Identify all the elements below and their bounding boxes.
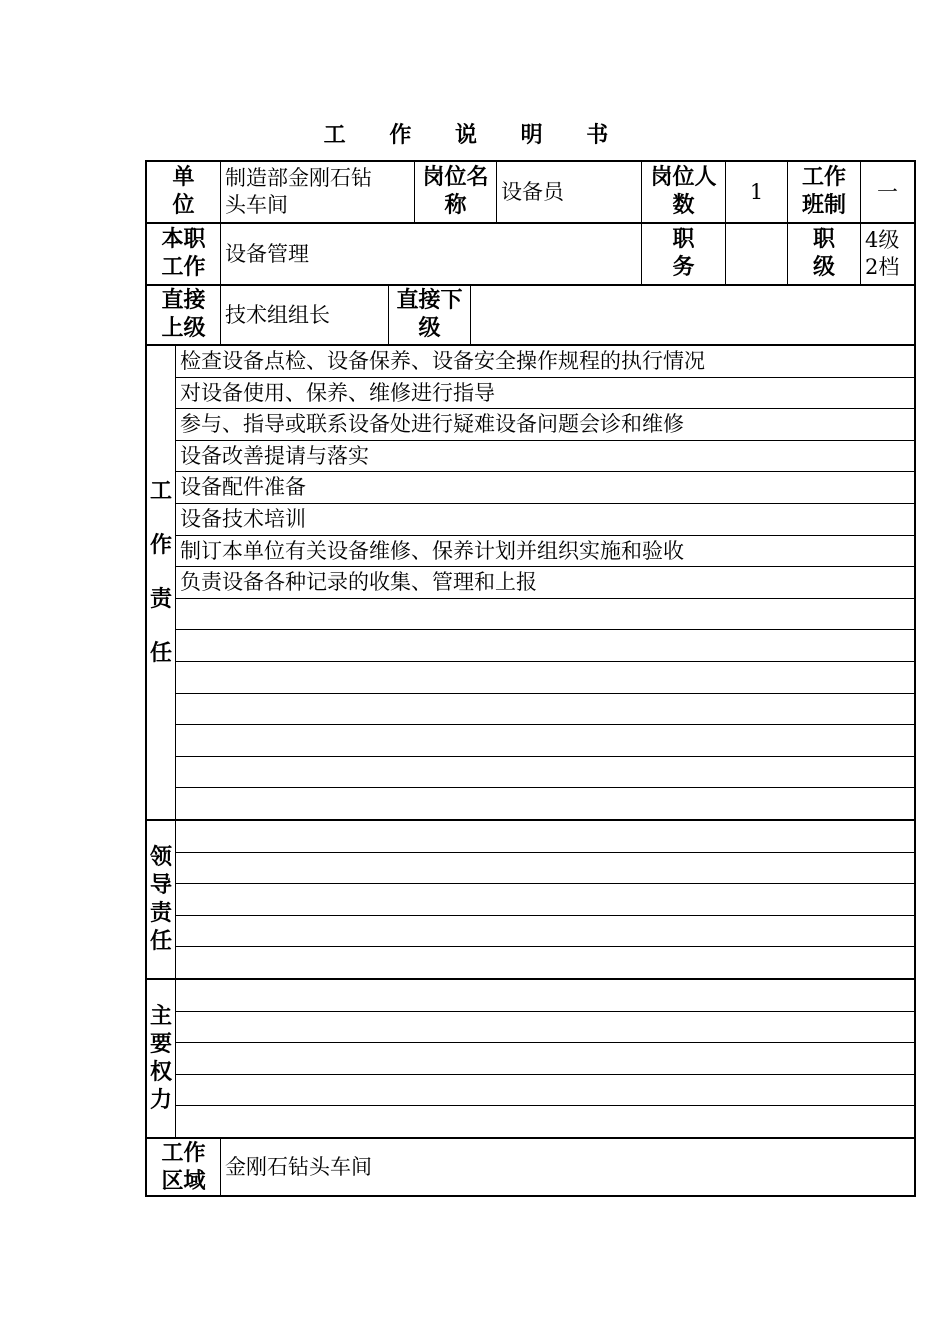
list-item: 制订本单位有关设备维修、保养计划并组织实施和验收 — [176, 536, 914, 568]
superior-label: 直接 上级 — [161, 288, 206, 341]
job-label: 本职 工作 — [161, 227, 206, 280]
list-item — [176, 662, 914, 694]
list-item — [176, 916, 914, 948]
authority-label: 主 要 权 力 — [147, 980, 176, 1137]
unit-value: 制造部金刚石钻 头车间 — [220, 162, 414, 222]
shift-label: 工作 班制 — [787, 162, 860, 222]
list-item: 设备改善提请与落实 — [176, 441, 914, 473]
job-description-table — [145, 160, 916, 1197]
post-name-label: 岗位名 称 — [414, 162, 496, 222]
shift-value: 一 — [860, 162, 914, 222]
list-item: 设备技术培训 — [176, 504, 914, 536]
grade-value: 4级 2档 — [860, 224, 914, 284]
list-item — [176, 947, 914, 979]
superior-value: 技术组组长 — [220, 286, 388, 344]
info-row-job — [145, 222, 916, 284]
leadership-list — [176, 821, 914, 978]
list-item — [176, 630, 914, 662]
list-item — [176, 853, 914, 885]
list-item: 对设备使用、保养、维修进行指导 — [176, 378, 914, 410]
headcount-value: 1 — [725, 162, 787, 222]
list-item — [176, 1106, 914, 1138]
job-value: 设备管理 — [220, 224, 641, 284]
work-area-value: 金刚石钻头车间 — [220, 1139, 914, 1195]
info-row-reporting — [145, 284, 916, 344]
work-area-row — [145, 1137, 916, 1197]
subordinate-value — [470, 286, 914, 344]
list-item — [176, 757, 914, 789]
leadership-section — [145, 819, 916, 978]
list-item — [176, 884, 914, 916]
info-row-unit — [145, 160, 916, 222]
list-item — [176, 1012, 914, 1044]
authority-section — [145, 978, 916, 1137]
list-item — [176, 980, 914, 1012]
list-item — [176, 725, 914, 757]
authority-list — [176, 980, 914, 1137]
responsibilities-label: 工 作 责 任 — [147, 346, 176, 819]
work-area-label: 工作 区域 — [161, 1141, 206, 1194]
headcount-label: 岗位人 数 — [641, 162, 725, 222]
list-item: 参与、指导或联系设备处进行疑难设备问题会诊和维修 — [176, 409, 914, 441]
responsibilities-list — [176, 346, 914, 819]
list-item — [176, 788, 914, 820]
grade-label: 职 级 — [787, 224, 860, 284]
duty-value — [725, 224, 787, 284]
list-item: 设备配件准备 — [176, 472, 914, 504]
post-name-value: 设备员 — [496, 162, 641, 222]
unit-label: 单 位 — [172, 165, 195, 218]
duty-label: 职 务 — [641, 224, 725, 284]
list-item — [176, 1075, 914, 1107]
list-item — [176, 821, 914, 853]
list-item: 检查设备点检、设备保养、设备安全操作规程的执行情况 — [176, 346, 914, 378]
responsibilities-section — [145, 344, 916, 819]
document-title: 工 作 说 明 书 — [323, 123, 627, 148]
list-item: 负责设备各种记录的收集、管理和上报 — [176, 567, 914, 599]
list-item — [176, 1043, 914, 1075]
subordinate-label: 直接下 级 — [388, 286, 470, 344]
list-item — [176, 694, 914, 726]
leadership-label: 领 导 责 任 — [147, 821, 176, 978]
list-item — [176, 599, 914, 631]
